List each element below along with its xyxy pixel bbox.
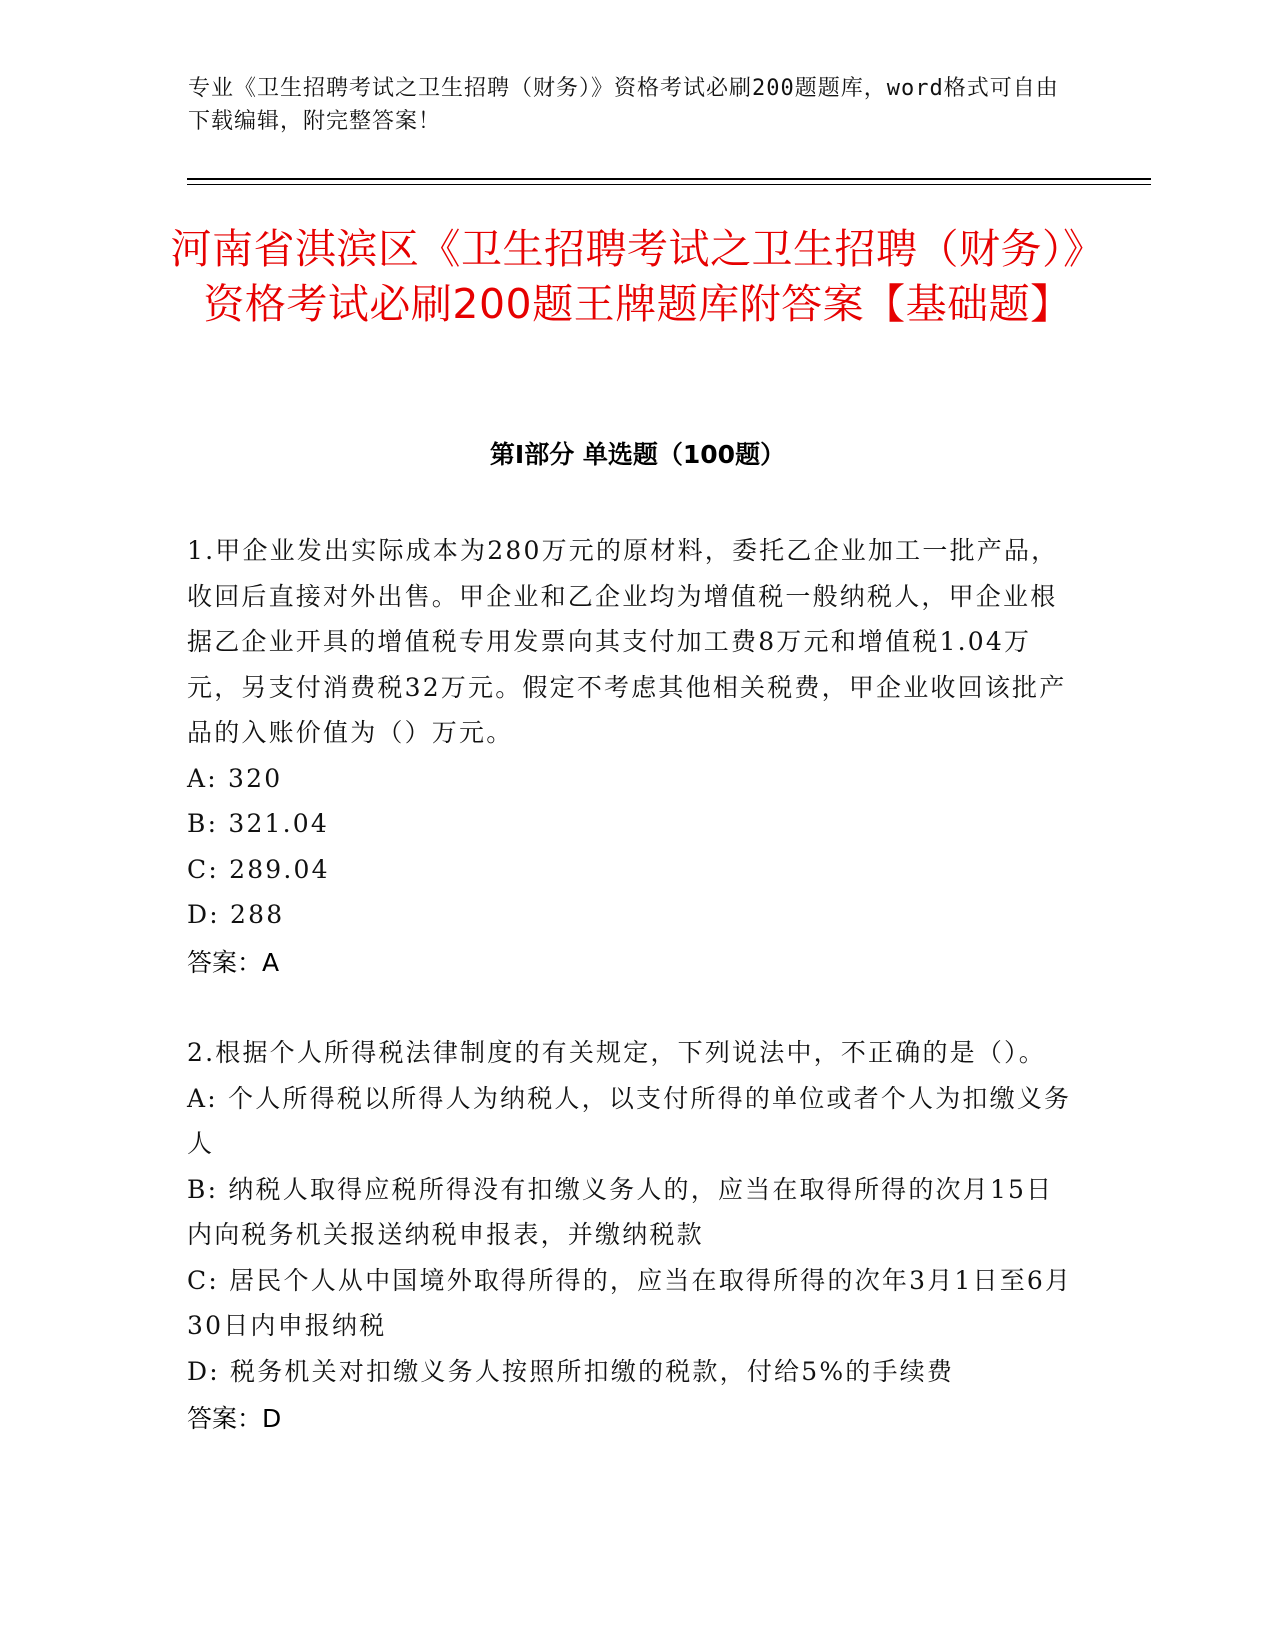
header-divider-thin: [187, 184, 1151, 185]
option-a: A: 320: [187, 763, 283, 793]
answer: 答案：D: [187, 1404, 282, 1433]
option-c: C: 289.04: [187, 854, 330, 884]
option-a: A: 个人所得税以所得人为纳税人，以支付所得的单位或者个人为扣缴义务人: [187, 1083, 1072, 1158]
option-b: B: 纳税人取得应税所得没有扣缴义务人的，应当在取得所得的次月15日内向税务机关报送纳税申报表，并缴纳税款: [187, 1174, 1054, 1249]
question-2: [187, 1030, 1077, 1441]
question-stem: 2.根据个人所得税法律制度的有关规定，下列说法中，不正确的是（）。: [187, 1038, 1046, 1067]
option-d: D: 税务机关对扣缴义务人按照所扣缴的税款，付给5%的手续费: [187, 1356, 955, 1386]
question-1: [187, 528, 1077, 985]
document-title: 河南省淇滨区《卫生招聘考试之卫生招聘（财务）》资格考试必刷200题王牌题库附答案【基础题】: [170, 225, 1105, 328]
option-d: D: 288: [187, 900, 285, 929]
option-b: B: 321.04: [187, 809, 330, 838]
section-title: 第Ⅰ部分 单选题（100题）: [489, 440, 786, 469]
option-c: C: 居民个人从中国境外取得所得的，应当在取得所得的次年3月1日至6月30日内申报纳税: [187, 1265, 1073, 1340]
header-divider-thick: [187, 178, 1151, 180]
question-stem: 1.甲企业发出实际成本为280万元的原材料，委托乙企业加工一批产品，收回后直接对外出售。甲企业和乙企业均为增值税一般纳税人，甲企业根据乙企业开具的增值税专用发票向其支付加工费8万元和增值税1.04万元，另支付消费税32万元。假定不考虑其他相关税费，甲企业收回该批产品的入账价值为（）万元。: [187, 536, 1067, 747]
answer: 答案：A: [187, 947, 280, 977]
header-note: 专业《卫生招聘考试之卫生招聘（财务）》资格考试必刷200题题库，word格式可自由下载编辑，附完整答案！: [188, 76, 1059, 134]
